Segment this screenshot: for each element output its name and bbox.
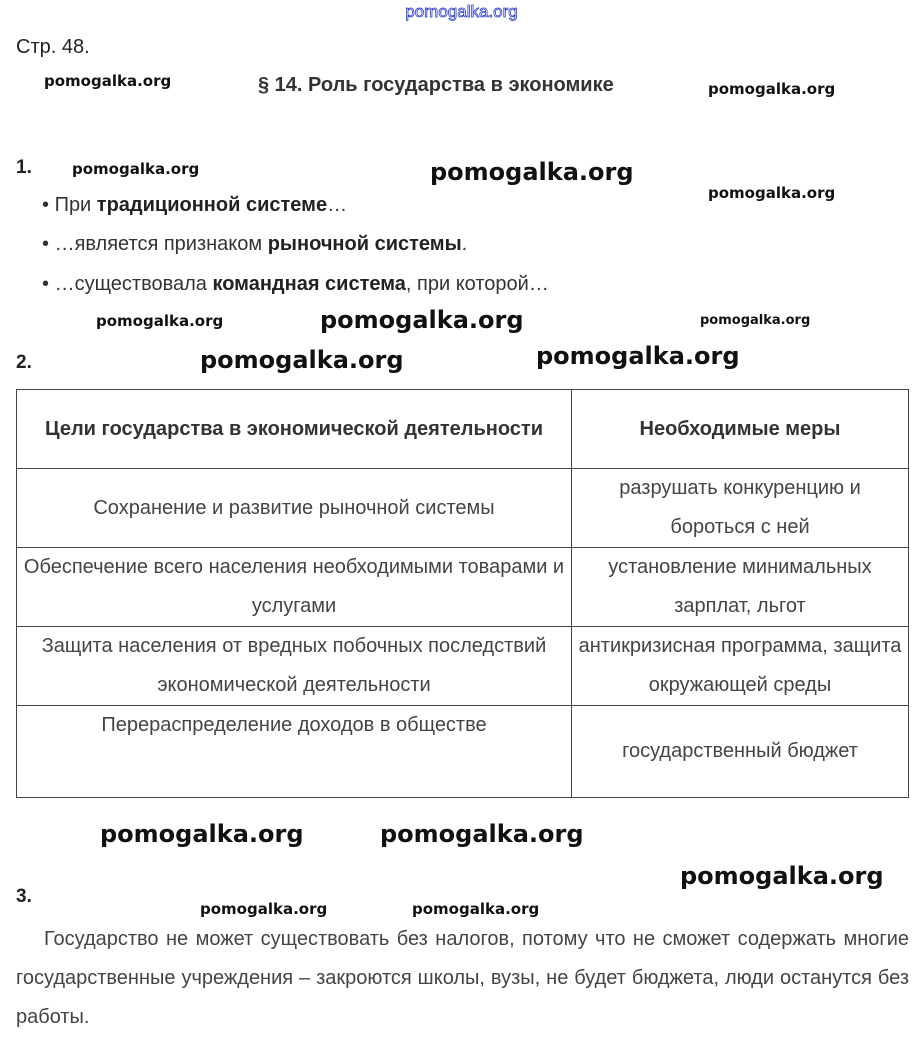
watermark: pomogalka.org xyxy=(200,346,404,374)
table-row xyxy=(17,627,909,706)
task1-item: • При традиционной системе… xyxy=(42,194,348,216)
watermark: pomogalka.org xyxy=(430,158,634,186)
measure-cell: разрушать конкуренцию и бороться с ней xyxy=(572,469,909,548)
watermark: pomogalka.org xyxy=(708,184,836,202)
measure-cell: государственный бюджет xyxy=(572,706,909,798)
watermark: pomogalka.org xyxy=(44,72,172,90)
watermark: pomogalka.org xyxy=(708,80,836,98)
watermark: pomogalka.org xyxy=(700,313,811,328)
watermark: pomogalka.org xyxy=(536,342,740,370)
table-row xyxy=(17,706,909,798)
task1-item: • …существовала командная система, при которой… xyxy=(42,273,549,295)
header-goals: Цели государства в экономической деятельности xyxy=(17,390,572,469)
watermark: pomogalka.org xyxy=(100,820,304,848)
watermark: pomogalka.org xyxy=(412,900,540,918)
task3-number: 3. xyxy=(16,886,32,907)
table-header-row xyxy=(17,390,909,469)
goal-cell: Защита населения от вредных побочных последствий экономической деятельности xyxy=(17,627,572,706)
watermark: pomogalka.org xyxy=(72,160,200,178)
task3-answer: Государство не может существовать без налогов, потому что не сможет содержать многие государственные учреждения – закроются школы, вузы, не будет бюджета, люди останутся без работы. xyxy=(16,928,909,1028)
section-title: § 14. Роль государства в экономике xyxy=(258,74,614,96)
goals-measures-table xyxy=(16,389,909,798)
task2-number: 2. xyxy=(16,352,32,373)
measure-cell: антикризисная программа, защита окружающей среды xyxy=(572,627,909,706)
page-label: Стр. 48. xyxy=(16,36,90,58)
header-measures: Необходимые меры xyxy=(572,390,909,469)
watermark: pomogalka.org xyxy=(200,900,328,918)
task1-number: 1. xyxy=(16,157,32,178)
goal-cell: Перераспределение доходов в обществе xyxy=(17,706,572,798)
watermark: pomogalka.org xyxy=(680,862,884,890)
table-row xyxy=(17,469,909,548)
goal-cell: Сохранение и развитие рыночной системы xyxy=(17,469,572,548)
measure-cell: установление минимальных зарплат, льгот xyxy=(572,548,909,627)
table-row xyxy=(17,548,909,627)
watermark: pomogalka.org xyxy=(96,312,224,330)
watermark: pomogalka.org xyxy=(380,820,584,848)
watermark-top: pomogalka.org xyxy=(405,2,518,21)
goal-cell: Обеспечение всего населения необходимыми товарами и услугами xyxy=(17,548,572,627)
watermark: pomogalka.org xyxy=(320,306,524,334)
task1-item: • …является признаком рыночной системы. xyxy=(42,233,468,255)
